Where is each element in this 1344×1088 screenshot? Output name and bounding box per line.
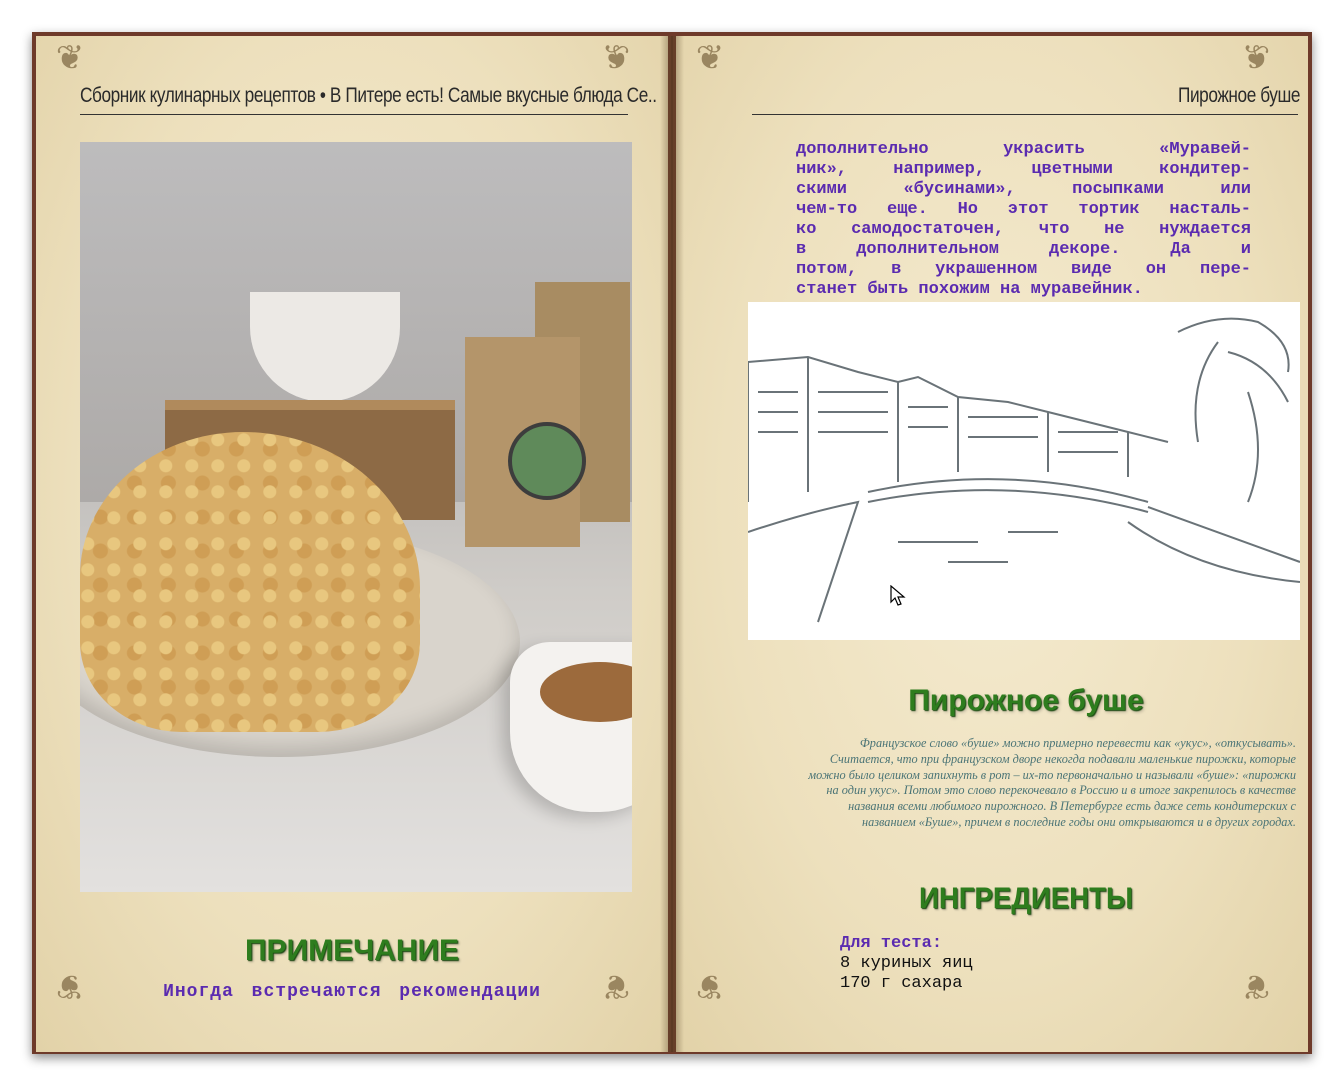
- ingredients-list: [840, 934, 973, 994]
- corner-ornament-icon: ❦: [55, 966, 85, 1006]
- corner-ornament-icon: ❦: [695, 966, 725, 1006]
- sketch-drawing: [748, 302, 1300, 640]
- recipe-title: Пирожное буше: [908, 684, 1144, 717]
- body-text: [796, 140, 1251, 300]
- left-page[interactable]: [36, 36, 668, 1052]
- body-line: ник», например, цветными кондитер-: [796, 160, 1251, 179]
- body-line: в дополнительном декоре. Да и: [796, 240, 1251, 259]
- note-title: ПРИМЕЧАНИЕ: [244, 934, 460, 967]
- body-line: дополнительно украсить «Муравей-: [796, 140, 1251, 159]
- city-sketch-illustration: [748, 302, 1300, 640]
- body-line: чем-то еще. Но этот тортик насталь-: [796, 200, 1251, 219]
- body-line: потом, в украшенном виде он пере-: [796, 260, 1251, 279]
- mouse-pointer-icon: [890, 585, 906, 607]
- ingredient-item: 170 г сахара: [840, 974, 963, 993]
- header-divider: [752, 114, 1298, 115]
- body-line: скими «бусинами», посыпками или: [796, 180, 1251, 199]
- ingredient-item: 8 куриных яиц: [840, 954, 973, 973]
- recipe-photo: [80, 142, 632, 892]
- right-page[interactable]: [676, 36, 1308, 1052]
- book: [32, 32, 1312, 1054]
- ingredients-subheading: Для теста:: [840, 934, 943, 953]
- corner-ornament-icon: ❦: [695, 38, 725, 78]
- running-header: Пирожное буше: [1178, 84, 1301, 107]
- corner-ornament-icon: ❦: [1241, 38, 1271, 78]
- ingredients-title: ИНГРЕДИЕНТЫ: [919, 882, 1133, 915]
- corner-ornament-icon: ❦: [601, 966, 631, 1006]
- body-line: станет быть похожим на муравейник.: [796, 280, 1143, 299]
- corner-ornament-icon: ❦: [1241, 966, 1271, 1006]
- corner-ornament-icon: ❦: [601, 38, 631, 78]
- running-header: Сборник кулинарных рецептов • В Питере есть! Самые вкусные блюда Се..: [80, 84, 657, 107]
- recipe-intro: Французское слово «буше» можно примерно перевести как «укус», «откусывать». Считается, что при французском дворе некогда подавали маленькие пирожки, которые можно было целиком запихнуть в рот – их-то первоначально и называли «буше»: «пирожки на один укус». Потом это слово перекочевало в Россию и в итоге закрепилось в качестве названия всеми любимого пирожного. В Петербурге есть даже сеть кондитерских с названием «Буше», причем в последние годы они открываются и в других городах.: [808, 736, 1296, 829]
- note-text: Иногда встречаются рекомендации: [163, 982, 541, 1002]
- corner-ornament-icon: ❦: [55, 38, 85, 78]
- body-line: ко самодостаточен, что не нуждается: [796, 220, 1251, 239]
- book-spine: [660, 36, 684, 1052]
- header-divider: [80, 114, 628, 115]
